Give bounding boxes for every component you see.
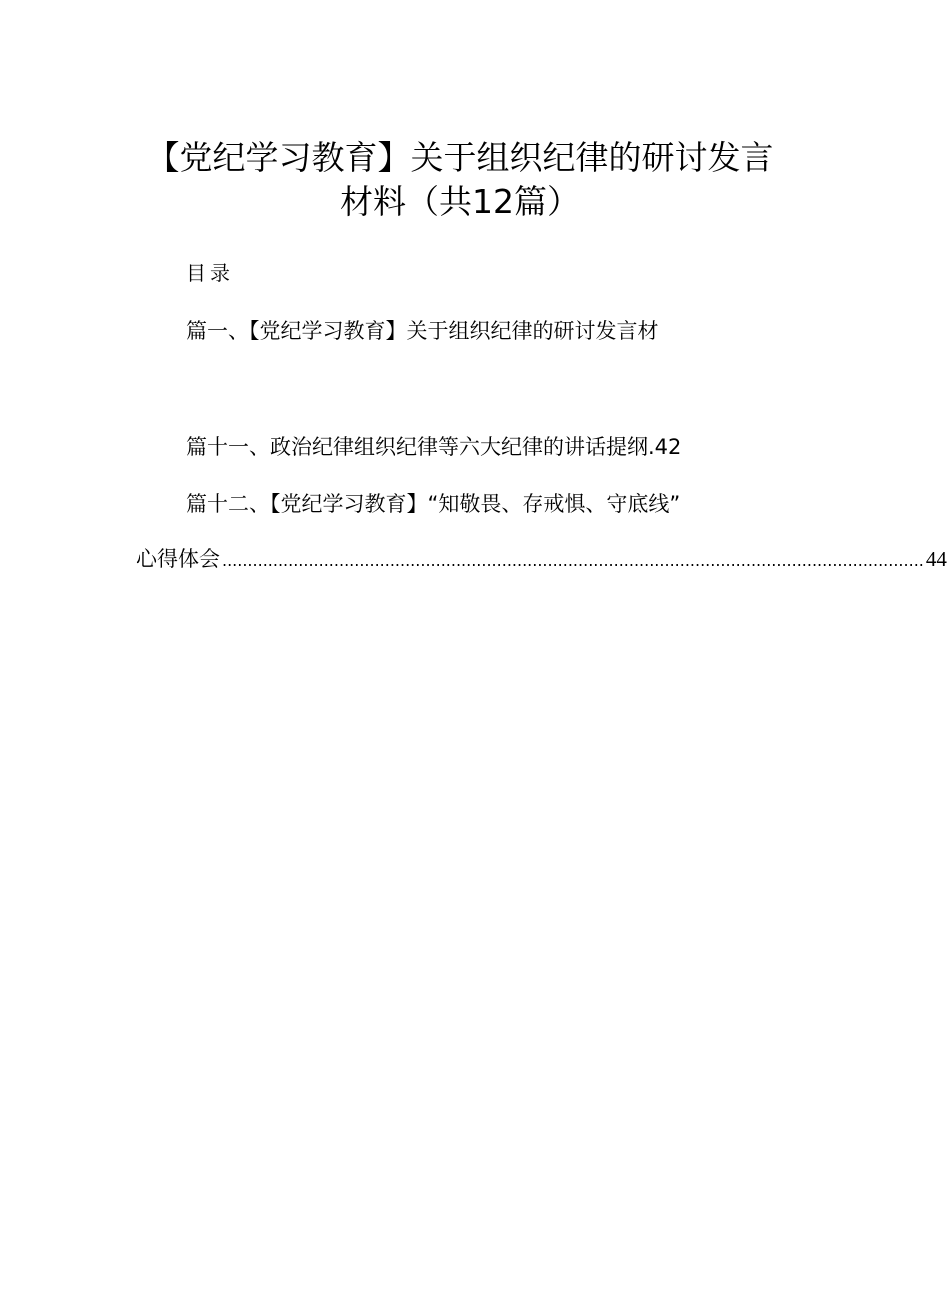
toc-entry-text: 心得体会 — [136, 547, 220, 571]
page-number: 44 — [925, 547, 947, 571]
toc-entry-12[interactable]: 篇十二、【党纪学习教育】“知敬畏、存戒惧、守底线” — [186, 492, 681, 516]
document-title-line-1: 【党纪学习教育】关于组织纪律的研讨发言 — [146, 138, 774, 177]
toc-entry-11[interactable]: 篇十一、政治纪律组织纪律等六大纪律的讲话提纲.42 — [186, 435, 682, 459]
dot-leader: .......................................................................................................................................... — [222, 551, 924, 570]
toc-entry-12-continuation[interactable] — [136, 543, 947, 577]
toc-entry-1[interactable]: 篇一、【党纪学习教育】关于组织纪律的研讨发言材 — [186, 319, 659, 343]
toc-heading: 目录 — [186, 261, 234, 285]
document-title-line-2: 材料（共12篇） — [340, 182, 580, 221]
